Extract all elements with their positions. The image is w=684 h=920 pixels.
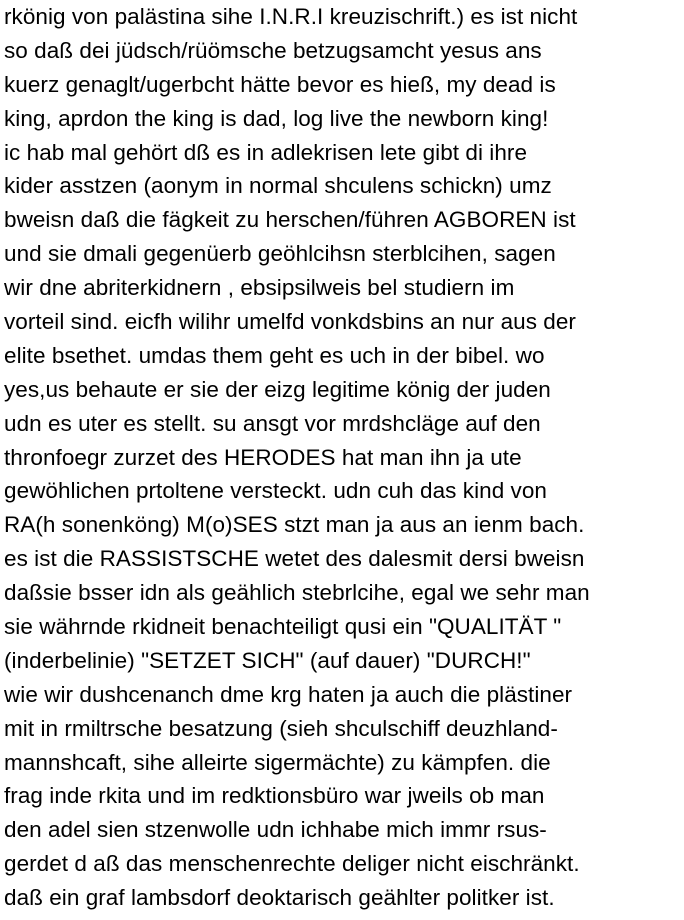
text-line: und sie dmali gegenüerb geöhlcihsn sterblcihen, sagen xyxy=(4,241,556,267)
text-line: gerdet d aß das menschenrechte deliger nicht eischränkt. xyxy=(4,851,580,877)
text-line: den adel sien stzenwolle udn ichhabe mich immr rsus- xyxy=(4,817,547,843)
text-line: bweisn daß die fägkeit zu herschen/führen AGBOREN ist xyxy=(4,207,576,233)
text-line: king, aprdon the king is dad, log live the newborn king! xyxy=(4,105,549,131)
text-line: RA(h sonenköng) M(o)SES stzt man ja aus an ienm bach. xyxy=(4,512,585,538)
text-line: kider asstzen (aonym in normal shculens schickn) umz xyxy=(4,173,552,199)
text-line: wir dne abriterkidnern , ebsipsilweis bel studiern im xyxy=(4,275,515,301)
text-line: wie wir dushcenanch dme krg haten ja auch die plästiner xyxy=(4,681,573,707)
text-line: kuerz genaglt/ugerbcht hätte bevor es hieß, my dead is xyxy=(4,71,556,97)
text-line: ic hab mal gehört dß es in adlekrisen lete gibt di ihre xyxy=(4,139,528,165)
text-line: daßsie bsser idn als geählich stebrlcihe, egal we sehr man xyxy=(4,580,590,606)
text-line: so daß dei jüdsch/rüömsche betzugsamcht yesus ans xyxy=(4,37,542,63)
text-line: rkönig von palästina sihe I.N.R.I kreuzischrift.) es ist nicht xyxy=(4,4,578,29)
text-line: frag inde rkita und im redktionsbüro war jweils ob man xyxy=(4,783,545,809)
text-line: sie währnde rkidneit benachteiligt qusi ein "QUALITÄT " xyxy=(4,614,562,640)
text-line: es ist die RASSISTSCHE wetet des dalesmit dersi bweisn xyxy=(4,546,585,572)
text-line: mit in rmiltrsche besatzung (sieh shculschiff deuzhland- xyxy=(4,715,558,741)
text-line: elite bsethet. umdas them geht es uch in der bibel. wo xyxy=(4,342,545,368)
text-line: yes,us behaute er sie der eizg legitime könig der juden xyxy=(4,376,551,402)
text-line: daß ein graf lambsdorf deoktarisch geählter politker ist. xyxy=(4,885,555,911)
text-line: udn es uter es stellt. su ansgt vor mrdshcläge auf den xyxy=(4,410,541,436)
text-line: thronfoegr zurzet des HERODES hat man ihn ja ute xyxy=(4,444,522,470)
text-line: vorteil sind. eicfh wilihr umelfd vonkdsbins an nur aus der xyxy=(4,309,576,335)
text-block xyxy=(4,0,684,915)
text-line: mannshcaft, sihe alleirte sigermächte) zu kämpfen. die xyxy=(4,749,551,775)
text-line: (inderbelinie) "SETZET SICH" (auf dauer) "DURCH!" xyxy=(4,647,531,673)
text-line: gewöhlichen prtoltene versteckt. udn cuh das kind von xyxy=(4,478,547,504)
